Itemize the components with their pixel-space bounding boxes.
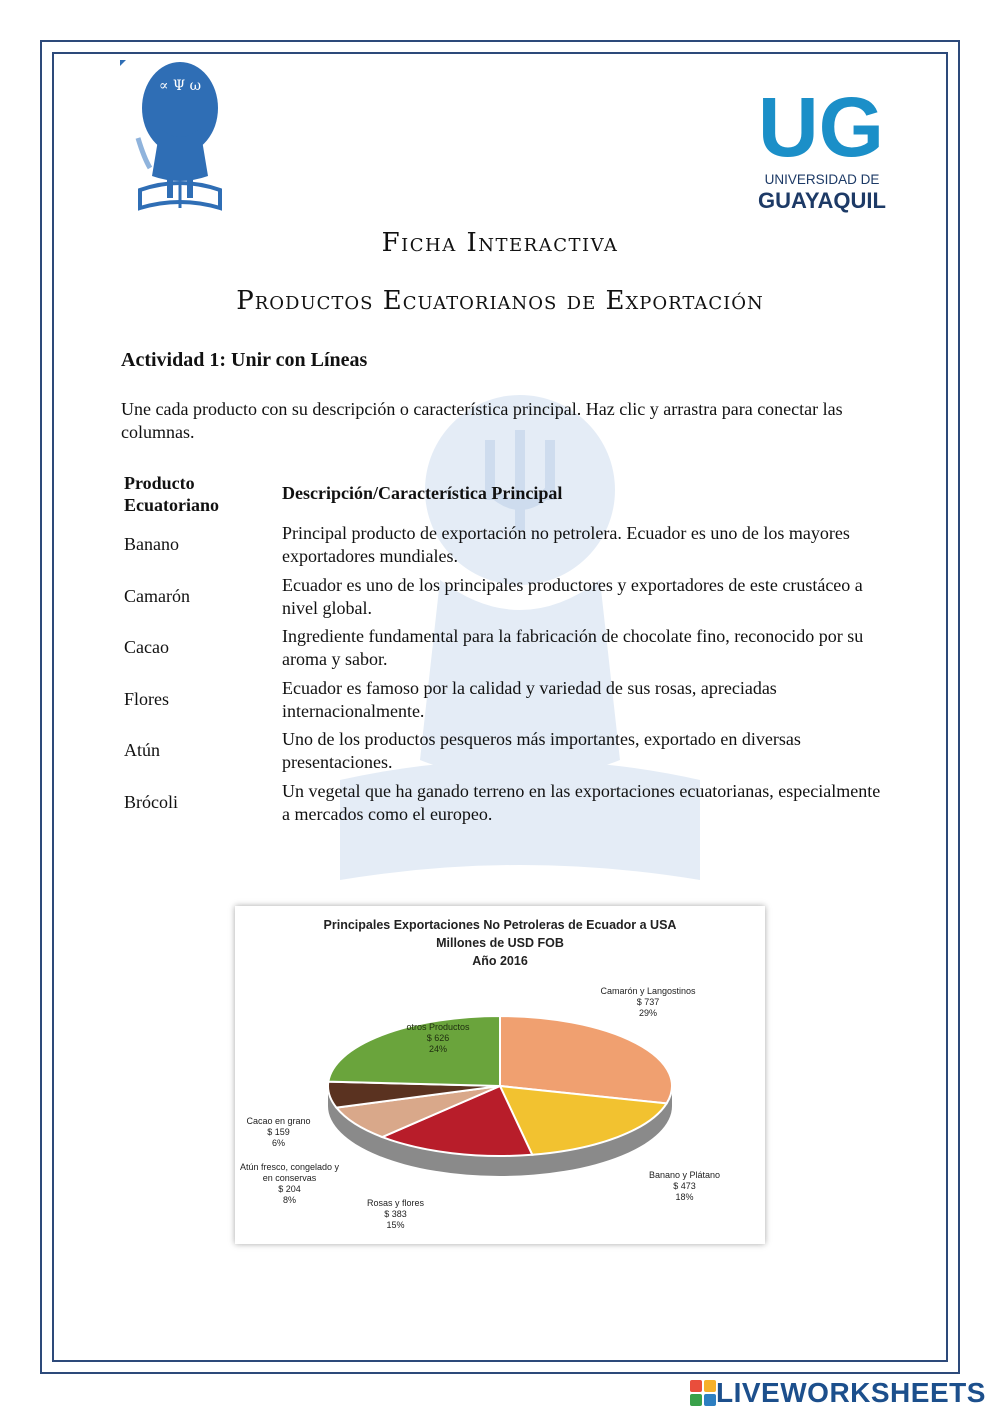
label-rosas-percent: 15% xyxy=(386,1220,405,1230)
chart-title: Principales Exportaciones No Petroleras de Ecuador a USA xyxy=(323,918,677,932)
label-banano xyxy=(637,1170,732,1203)
liveworksheets-brand[interactable] xyxy=(690,1378,986,1408)
page-title: Ficha Interactiva xyxy=(381,228,619,258)
chart-year: Año 2016 xyxy=(472,954,528,968)
description-item-5[interactable]: Uno de los productos pesqueros más importantes, exportado en diversas presentaciones. xyxy=(282,729,801,772)
product-item-flores[interactable]: Flores xyxy=(124,689,169,709)
label-cacao-name: Cacao en grano xyxy=(246,1116,311,1126)
chart-subtitle: Millones de USD FOB xyxy=(436,936,564,950)
logo-greek-text: ∝ Ψ ω xyxy=(158,78,202,94)
label-atun xyxy=(237,1162,342,1206)
product-column-header: Producto Ecuatoriano xyxy=(124,473,220,515)
ug-logo-letters: UG xyxy=(758,80,884,174)
label-cacao xyxy=(241,1116,316,1149)
faculty-logo xyxy=(120,58,245,216)
description-item-3[interactable]: Ingrediente fundamental para la fabricación de chocolate fino, reconocido por su aroma y sabor. xyxy=(282,626,864,669)
label-otros xyxy=(393,1022,483,1055)
label-atun-percent: 8% xyxy=(282,1195,296,1205)
liveworksheets-icon xyxy=(690,1380,716,1406)
label-banano-percent: 18% xyxy=(675,1192,694,1202)
activity-title: Actividad 1: Unir con Líneas xyxy=(121,349,368,371)
label-banano-name: Banano y Plátano xyxy=(648,1170,721,1180)
ug-logo-line2: GUAYAQUIL xyxy=(758,188,886,213)
label-rosas-value: $ 383 xyxy=(384,1209,407,1219)
description-item-6[interactable]: Un vegetal que ha ganado terreno en las exportaciones ecuatorianas, especialmente a mercados como el europeo. xyxy=(282,781,881,824)
label-banano-value: $ 473 xyxy=(673,1181,696,1191)
label-atun-name: Atún fresco, congelado y en conservas xyxy=(239,1162,340,1183)
ug-logo xyxy=(755,68,890,213)
label-rosas-name: Rosas y flores xyxy=(366,1198,425,1208)
label-cacao-value: $ 159 xyxy=(267,1127,290,1137)
instructions-text: Une cada producto con su descripción o característica principal. Haz clic y arrastra para conectar las columnas. xyxy=(121,399,843,442)
description-column-header: Descripción/Característica Principal xyxy=(282,483,563,503)
description-item-4[interactable]: Ecuador es famoso por la calidad y variedad de sus rosas, apreciadas internacionalmente. xyxy=(282,678,777,721)
product-item-banano[interactable]: Banano xyxy=(124,534,179,554)
page-subtitle: Productos Ecuatorianos de Exportación xyxy=(236,286,764,316)
label-atun-value: $ 204 xyxy=(278,1184,301,1194)
product-item-brocoli[interactable]: Brócoli xyxy=(124,792,178,812)
product-item-cacao[interactable]: Cacao xyxy=(124,637,169,657)
product-item-camaron[interactable]: Camarón xyxy=(124,586,190,606)
label-otros-value: $ 626 xyxy=(426,1033,450,1043)
label-otros-percent: 24% xyxy=(428,1044,447,1054)
label-otros-name: otros Productos xyxy=(406,1022,470,1032)
export-pie-chart xyxy=(235,906,765,1244)
ug-logo-line1: UNIVERSIDAD DE xyxy=(764,172,880,187)
label-camaron-name: Camarón y Langostinos xyxy=(600,986,696,996)
liveworksheets-text: LIVEWORKSHEETS xyxy=(716,1377,986,1408)
label-camaron-value: $ 737 xyxy=(636,997,660,1007)
description-item-2[interactable]: Ecuador es uno de los principales productores y exportadores de este crustáceo a nivel global. xyxy=(282,575,863,618)
description-item-1[interactable]: Principal producto de exportación no petrolera. Ecuador es uno de los mayores exportadores mundiales. xyxy=(282,523,850,566)
label-rosas xyxy=(353,1198,438,1231)
label-camaron-percent: 29% xyxy=(638,1008,657,1018)
label-camaron xyxy=(593,986,703,1019)
product-item-atun[interactable]: Atún xyxy=(124,740,160,760)
label-cacao-percent: 6% xyxy=(271,1138,285,1148)
